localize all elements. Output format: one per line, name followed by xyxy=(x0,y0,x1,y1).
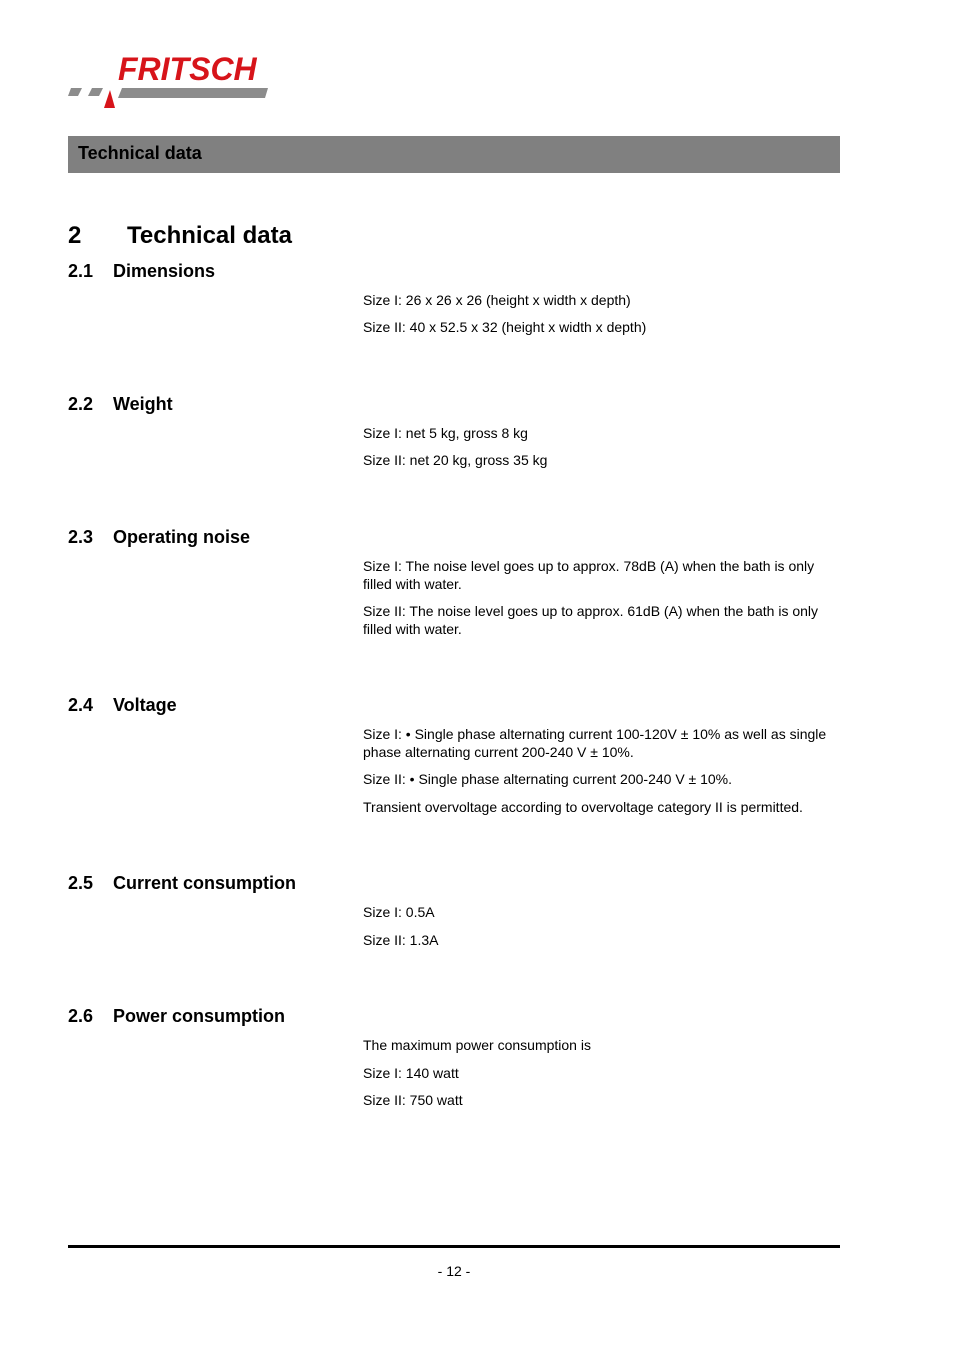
header-title: Technical data xyxy=(78,143,202,163)
paragraph: Size I: The noise level goes up to approx. 78dB (A) when the bath is only filled with water. xyxy=(363,558,815,592)
page-number: - 12 - xyxy=(437,1263,471,1279)
section-number: 2.4 xyxy=(68,695,94,715)
paragraph: The maximum power consumption is xyxy=(363,1037,591,1053)
chapter-title: Technical data xyxy=(127,222,292,249)
section-heading-weight xyxy=(68,394,173,415)
section-number: 2.1 xyxy=(68,261,94,281)
paragraph: Size I: 26 x 26 x 26 (height x width x depth) xyxy=(363,292,631,308)
paragraph: Size I: net 5 kg, gross 8 kg xyxy=(363,425,528,441)
paragraph: Transient overvoltage according to overvoltage category II is permitted. xyxy=(363,799,803,815)
paragraph: Size II: The noise level goes up to approx. 61dB (A) when the bath is only filled with water. xyxy=(363,603,819,637)
section-number: 2.6 xyxy=(68,1006,94,1026)
section-heading-operating-noise xyxy=(68,527,250,548)
section-heading-current-consumption xyxy=(68,873,296,894)
paragraph: Size II: 1.3A xyxy=(363,932,439,948)
chapter-number: 2 xyxy=(68,222,82,249)
paragraph: Size II: 750 watt xyxy=(363,1092,463,1108)
paragraph: Size II: • Single phase alternating current 200-240 V ± 10%. xyxy=(363,771,733,787)
chapter-heading xyxy=(68,222,292,250)
paragraph: Size I: 0.5A xyxy=(363,904,435,920)
logo-wordmark: FRITSCH xyxy=(118,51,257,87)
paragraph: Size II: net 20 kg, gross 35 kg xyxy=(363,452,548,468)
section-number: 2.2 xyxy=(68,394,94,414)
section-title: Weight xyxy=(113,394,173,414)
paragraph: Size I: • Single phase alternating current 100-120V ± 10% as well as single phase alternating current 200-240 V ± 10%. xyxy=(363,726,827,760)
section-title: Power consumption xyxy=(113,1006,286,1026)
section-title: Voltage xyxy=(113,695,177,715)
section-heading-dimensions xyxy=(68,261,215,282)
section-title: Operating noise xyxy=(113,527,251,547)
paragraph: Size II: 40 x 52.5 x 32 (height x width x depth) xyxy=(363,319,647,335)
section-header-bar xyxy=(68,136,840,173)
section-title: Current consumption xyxy=(113,873,296,893)
fritsch-logo xyxy=(68,50,288,112)
section-heading-voltage xyxy=(68,695,177,716)
footer-rule xyxy=(68,1245,840,1248)
section-number: 2.5 xyxy=(68,873,94,893)
section-heading-power-consumption xyxy=(68,1006,285,1027)
section-number: 2.3 xyxy=(68,527,94,547)
paragraph: Size I: 140 watt xyxy=(363,1065,459,1081)
section-title: Dimensions xyxy=(113,261,216,281)
